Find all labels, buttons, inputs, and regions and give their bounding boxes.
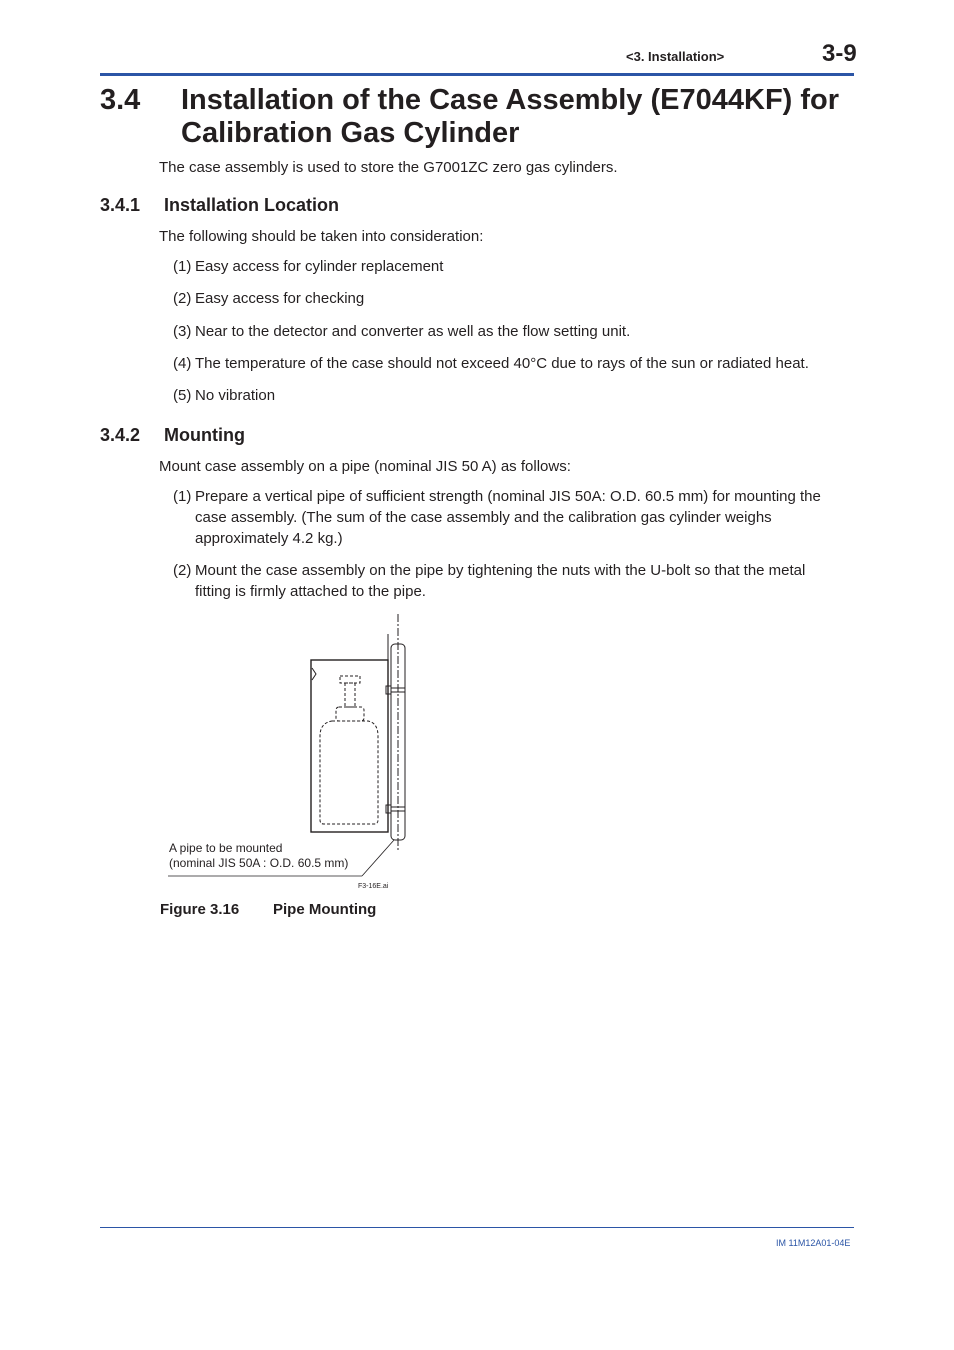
list-item: The temperature of the case should not exceed 40°C due to rays of the sun or radiated heat. [195, 355, 809, 372]
list-item-number: (3) [173, 323, 192, 340]
subsection-1-intro: The following should be taken into consideration: [159, 228, 484, 245]
list-item: Easy access for checking [195, 290, 365, 307]
list-item-number: (2) [173, 562, 192, 579]
pipe-mounting-figure [160, 612, 420, 902]
subsection-1-title: Installation Location [164, 195, 340, 215]
list-item: Mount the case assembly on the pipe by tightening the nuts with the U-bolt so that the metal fitting is firmly attached to the pipe. [195, 562, 806, 600]
list-item-number: (2) [173, 290, 192, 307]
figure-caption-title: Pipe Mounting [273, 901, 377, 918]
list-item-number: (1) [173, 488, 192, 505]
footer-rule [100, 1227, 854, 1228]
subsection-1-number: 3.4.1 [100, 195, 141, 215]
case-body [311, 660, 388, 832]
subsection-2-number: 3.4.2 [100, 425, 141, 445]
document-id: IM 11M12A01-04E [776, 1238, 851, 1248]
list-item-number: (1) [173, 258, 192, 275]
page-number: 3-9 [822, 40, 857, 67]
list-item: Easy access for cylinder replacement [195, 258, 444, 275]
list-item-number: (4) [173, 355, 192, 372]
case-latch [312, 668, 316, 680]
header-rule [100, 73, 854, 76]
pipe-label-line2: (nominal JIS 50A : O.D. 60.5 mm) [169, 856, 349, 870]
list-item: Prepare a vertical pipe of sufficient strength (nominal JIS 50A: O.D. 60.5 mm) for mounting the case assembly. (The sum of the case assembly and the calibration gas cylinder weighs approximately 4.2 kg.) [195, 488, 821, 547]
list-item-number: (5) [173, 387, 192, 404]
figure-caption-number: Figure 3.16 [160, 901, 240, 918]
leader-line [362, 840, 394, 876]
subsection-2-title: Mounting [164, 425, 245, 445]
gas-cylinder [320, 676, 378, 824]
subsection-2-intro: Mount case assembly on a pipe (nominal JIS 50 A) as follows: [159, 458, 571, 475]
section-title: Installation of the Case Assembly (E7044KF) for Calibration Gas Cylinder [181, 84, 840, 149]
running-header-section: <3. Installation> [626, 49, 725, 64]
pipe-label-line1: A pipe to be mounted [169, 841, 283, 855]
figure-file-name: F3-16E.ai [358, 883, 389, 890]
section-number: 3.4 [100, 84, 141, 116]
list-item: No vibration [195, 387, 276, 404]
section-intro: The case assembly is used to store the G7001ZC zero gas cylinders. [159, 159, 618, 176]
list-item: Near to the detector and converter as well as the flow setting unit. [195, 323, 631, 340]
